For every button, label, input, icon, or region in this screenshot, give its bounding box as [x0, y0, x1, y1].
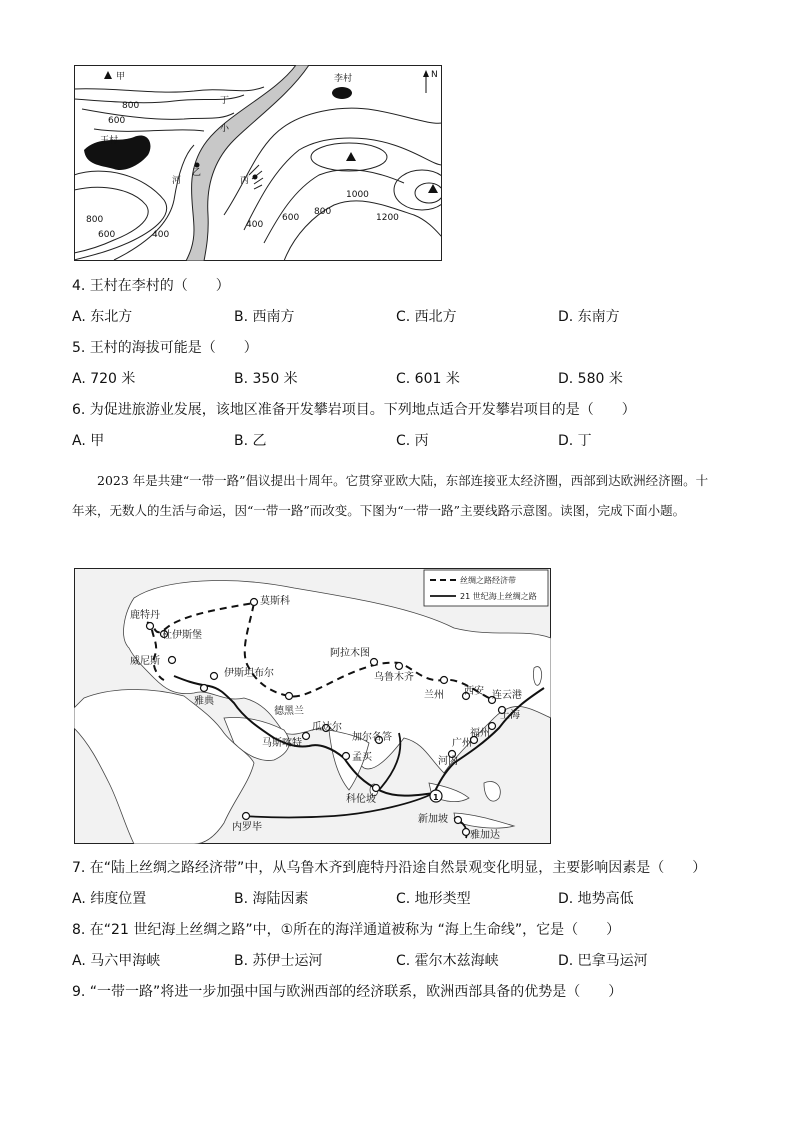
question-5-option-a[interactable]: A. 720 米 — [72, 371, 136, 387]
city-moscow: 莫斯科 — [260, 596, 290, 607]
city-venice: 威尼斯 — [130, 656, 160, 667]
contour-label: 800 — [86, 215, 104, 225]
contour-label: 1000 — [346, 190, 369, 200]
question-7-stem: 7. 在“陆上丝绸之路经济带”中，从乌鲁木齐到鹿特丹沿途自然景观变化明显，主要影响因素是（ ） — [72, 860, 707, 876]
question-4-option-a[interactable]: A. 东北方 — [72, 309, 133, 325]
question-5-option-d[interactable]: D. 580 米 — [558, 371, 623, 387]
label-point-ding: 丁 — [220, 96, 230, 106]
label-river-he: 河 — [172, 176, 182, 186]
city-fuzhou: 福州 — [470, 728, 490, 739]
belt-and-road-map — [74, 568, 551, 844]
question-7-option-b[interactable]: B. 海陆因素 — [234, 891, 309, 907]
question-8-option-d[interactable]: D. 巴拿马运河 — [558, 953, 648, 969]
question-7-option-d[interactable]: D. 地势高低 — [558, 891, 634, 907]
city-guangzhou: 广州 — [452, 738, 472, 749]
question-6-option-c[interactable]: C. 丙 — [396, 433, 429, 449]
city-almaty: 阿拉木图 — [330, 648, 370, 659]
city-xian: 西安 — [464, 686, 484, 697]
label-point-bing: 丙 — [240, 176, 250, 186]
city-rotterdam: 鹿特丹 — [130, 610, 160, 621]
city-muscat: 马斯喀特 — [262, 738, 302, 749]
legend-land-route: 丝绸之路经济带 — [460, 576, 516, 585]
city-shanghai: 上海 — [500, 710, 520, 721]
contour-label: 400 — [246, 220, 264, 230]
contour-label: 400 — [152, 230, 170, 240]
city-gwadar: 瓜达尔 — [312, 722, 342, 733]
contour-label: 1200 — [376, 213, 399, 223]
contour-label: 800 — [122, 101, 140, 111]
question-4-option-d[interactable]: D. 东南方 — [558, 309, 620, 325]
city-duisburg: 杜伊斯堡 — [162, 630, 202, 641]
city-singapore: 新加坡 — [418, 814, 448, 825]
label-point-yi: 乙 — [192, 168, 202, 178]
question-5-option-c[interactable]: C. 601 米 — [396, 371, 460, 387]
city-athens: 雅典 — [194, 696, 214, 707]
question-6-option-a[interactable]: A. 甲 — [72, 433, 105, 449]
city-colombo: 科伦坡 — [346, 794, 376, 805]
city-kolkata: 加尔各答 — [352, 732, 392, 743]
contour-label: 800 — [314, 207, 332, 217]
city-nairobi: 内罗毕 — [232, 822, 262, 833]
question-8-option-a[interactable]: A. 马六甲海峡 — [72, 953, 161, 969]
question-6-option-b[interactable]: B. 乙 — [234, 433, 267, 449]
city-lianyungang: 连云港 — [492, 690, 522, 701]
city-jakarta: 雅加达 — [470, 830, 500, 841]
city-mumbai: 孟买 — [352, 752, 372, 763]
legend-sea-route: 21 世纪海上丝绸之路 — [460, 592, 537, 601]
label-wang-village: 王村 — [100, 136, 119, 146]
question-7-option-a[interactable]: A. 纬度位置 — [72, 891, 147, 907]
question-4-stem: 4. 王村在李村的（ ） — [72, 278, 230, 294]
city-urumqi: 乌鲁木齐 — [374, 672, 414, 683]
city-lanzhou: 兰州 — [424, 690, 444, 701]
contour-label: 600 — [108, 116, 126, 126]
question-7-option-c[interactable]: C. 地形类型 — [396, 891, 471, 907]
question-4-option-b[interactable]: B. 西南方 — [234, 309, 295, 325]
contour-label: 600 — [98, 230, 116, 240]
question-6-option-d[interactable]: D. 丁 — [558, 433, 592, 449]
city-istanbul: 伊斯坦布尔 — [224, 668, 274, 679]
city-hanoi: 河内 — [438, 756, 458, 767]
label-peak-jia: 甲 — [116, 72, 126, 82]
question-5-stem: 5. 王村的海拔可能是（ ） — [72, 340, 258, 356]
question-8-option-c[interactable]: C. 霍尔木兹海峡 — [396, 953, 499, 969]
reading-passage: 2023 年是共建“一带一路”倡议提出十周年。它贯穿亚欧大陆，东部连接亚太经济圈，西部到达欧洲经济圈。十年来，无数人的生活与命运，因“一带一路”而改变。下图为“一带一路”主要线路示意图。读图，完成下面小题。 — [72, 473, 709, 518]
contour-label: 600 — [282, 213, 300, 223]
marker-1-label: 1 — [433, 793, 439, 802]
label-li-village: 李村 — [334, 74, 353, 84]
city-tehran: 德黑兰 — [274, 706, 304, 717]
label-river-xiao: 小 — [220, 124, 230, 134]
question-4-option-c[interactable]: C. 西北方 — [396, 309, 457, 325]
question-8-option-b[interactable]: B. 苏伊士运河 — [234, 953, 323, 969]
question-9-stem: 9. “一带一路”将进一步加强中国与欧洲西部的经济联系，欧洲西部具备的优势是（ ） — [72, 984, 623, 1000]
topographic-map — [74, 65, 442, 261]
question-8-stem: 8. 在“21 世纪海上丝绸之路”中，①所在的海洋通道被称为 “海上生命线”，它是（ ） — [72, 922, 621, 938]
question-5-option-b[interactable]: B. 350 米 — [234, 371, 298, 387]
question-6-stem: 6. 为促进旅游业发展，该地区准备开发攀岩项目。下列地点适合开发攀岩项目的是（ ） — [72, 402, 636, 418]
north-label: N — [431, 70, 438, 80]
